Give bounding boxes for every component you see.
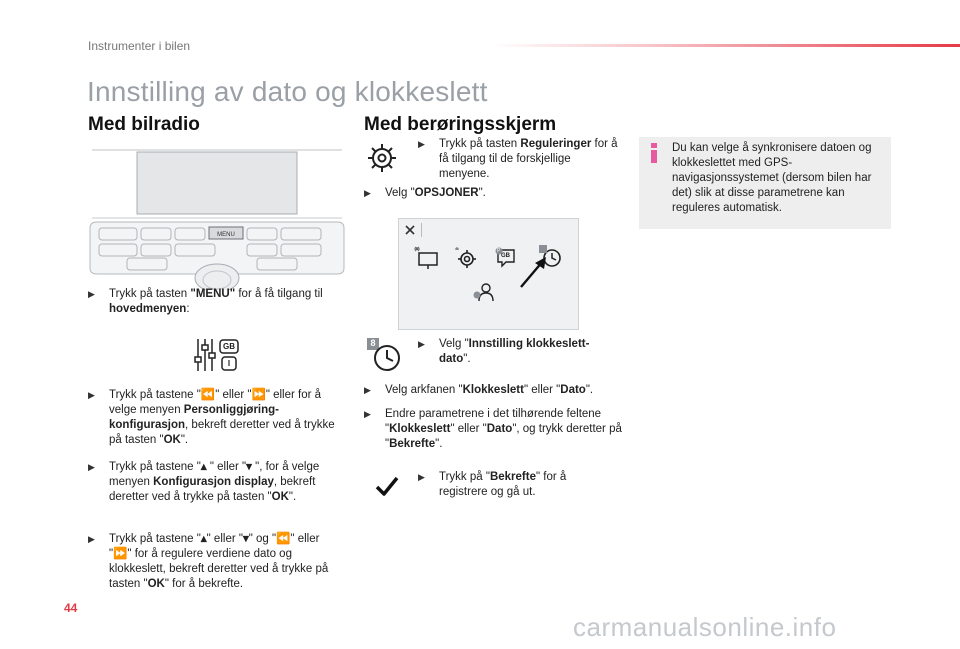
settings-gear-icon (364, 140, 400, 176)
badge-i: I (227, 359, 231, 368)
touch-step-1: ▶ Trykk på tasten Reguleringer for å få tilgang til de forskjellige menyene. (418, 138, 618, 180)
badge-8: 8 (370, 338, 376, 348)
radio-menu-label: MENU (217, 232, 235, 238)
checkmark-icon (374, 474, 400, 498)
heading-touchscreen: Med berøringsskjerm (364, 114, 557, 135)
touch-step-5: ▶ Endre parametrene i det tilhørende feltene "Klokkeslett" eller "Dato", og trykk deretter på "Bekrefte". (364, 408, 622, 450)
touch-step-3: ▶ Velg "Innstilling klokkeslett-dato". (418, 338, 590, 365)
info-icon (649, 143, 659, 163)
display-brightness-icon (413, 245, 441, 271)
clock-settings-icon (367, 338, 403, 374)
screen-badge-gb: GB (501, 253, 510, 259)
touch-step-4: ▶ Velg arkfanen "Klokkeslett" eller "Dato". (364, 384, 594, 396)
heading-radio: Med bilradio (88, 114, 200, 135)
radio-step-4: ▶ Trykk på tastene "▴" eller "▾" og "⏪" eller "⏩" for å regulere verdiene dato og klokkeslett, bekreft deretter ved å trykke på tasten "OK" for å bekrefte. (88, 533, 329, 590)
screen-badge-p: P (497, 248, 501, 254)
radio-illustration (87, 140, 347, 290)
options-screen (398, 218, 579, 330)
header-divider (490, 44, 960, 47)
watermark: carmanualsonline.info (573, 612, 837, 642)
radio-step-2: ▶ Trykk på tastene "⏪" eller "⏩" eller for å velge menyen Personliggjøring-konfigurasjon, bekreft deretter ved å trykke på tasten "OK". (88, 389, 335, 446)
close-icon (403, 223, 422, 237)
page-number: 44 (64, 601, 78, 615)
info-text: Du kan velge å synkronisere datoen og klokkeslettet med GPS-navigasjonssystemet (dersom bilen har det) slik at disse parametrene kan reguleres automatisk. (672, 142, 872, 214)
touch-step-2: ▶ Velg "OPSJONER". (364, 187, 486, 199)
radio-step-3: ▶ Trykk på tastene "▴ " eller "▾ ", for å velge menyen Konfigurasjon display, bekreft deretter ved å trykke på tasten "OK". (88, 461, 320, 503)
language-icon (495, 247, 517, 269)
badge-gb: GB (223, 342, 235, 351)
pointer-arrow-icon (517, 255, 549, 291)
radio-step-1: ▶ Trykk på tasten "MENU" for å få tilgang til hovedmenyen: (88, 288, 323, 315)
touch-step-6: ▶ Trykk på "Bekrefte" for å registrere og gå ut. (418, 471, 567, 498)
section-label: Instrumenter i bilen (88, 39, 191, 53)
personalisation-icon (192, 337, 242, 373)
settings-gear-icon (453, 245, 479, 271)
user-profile-icon (473, 281, 495, 303)
page-title: Innstilling av dato og klokkeslett (87, 76, 488, 107)
